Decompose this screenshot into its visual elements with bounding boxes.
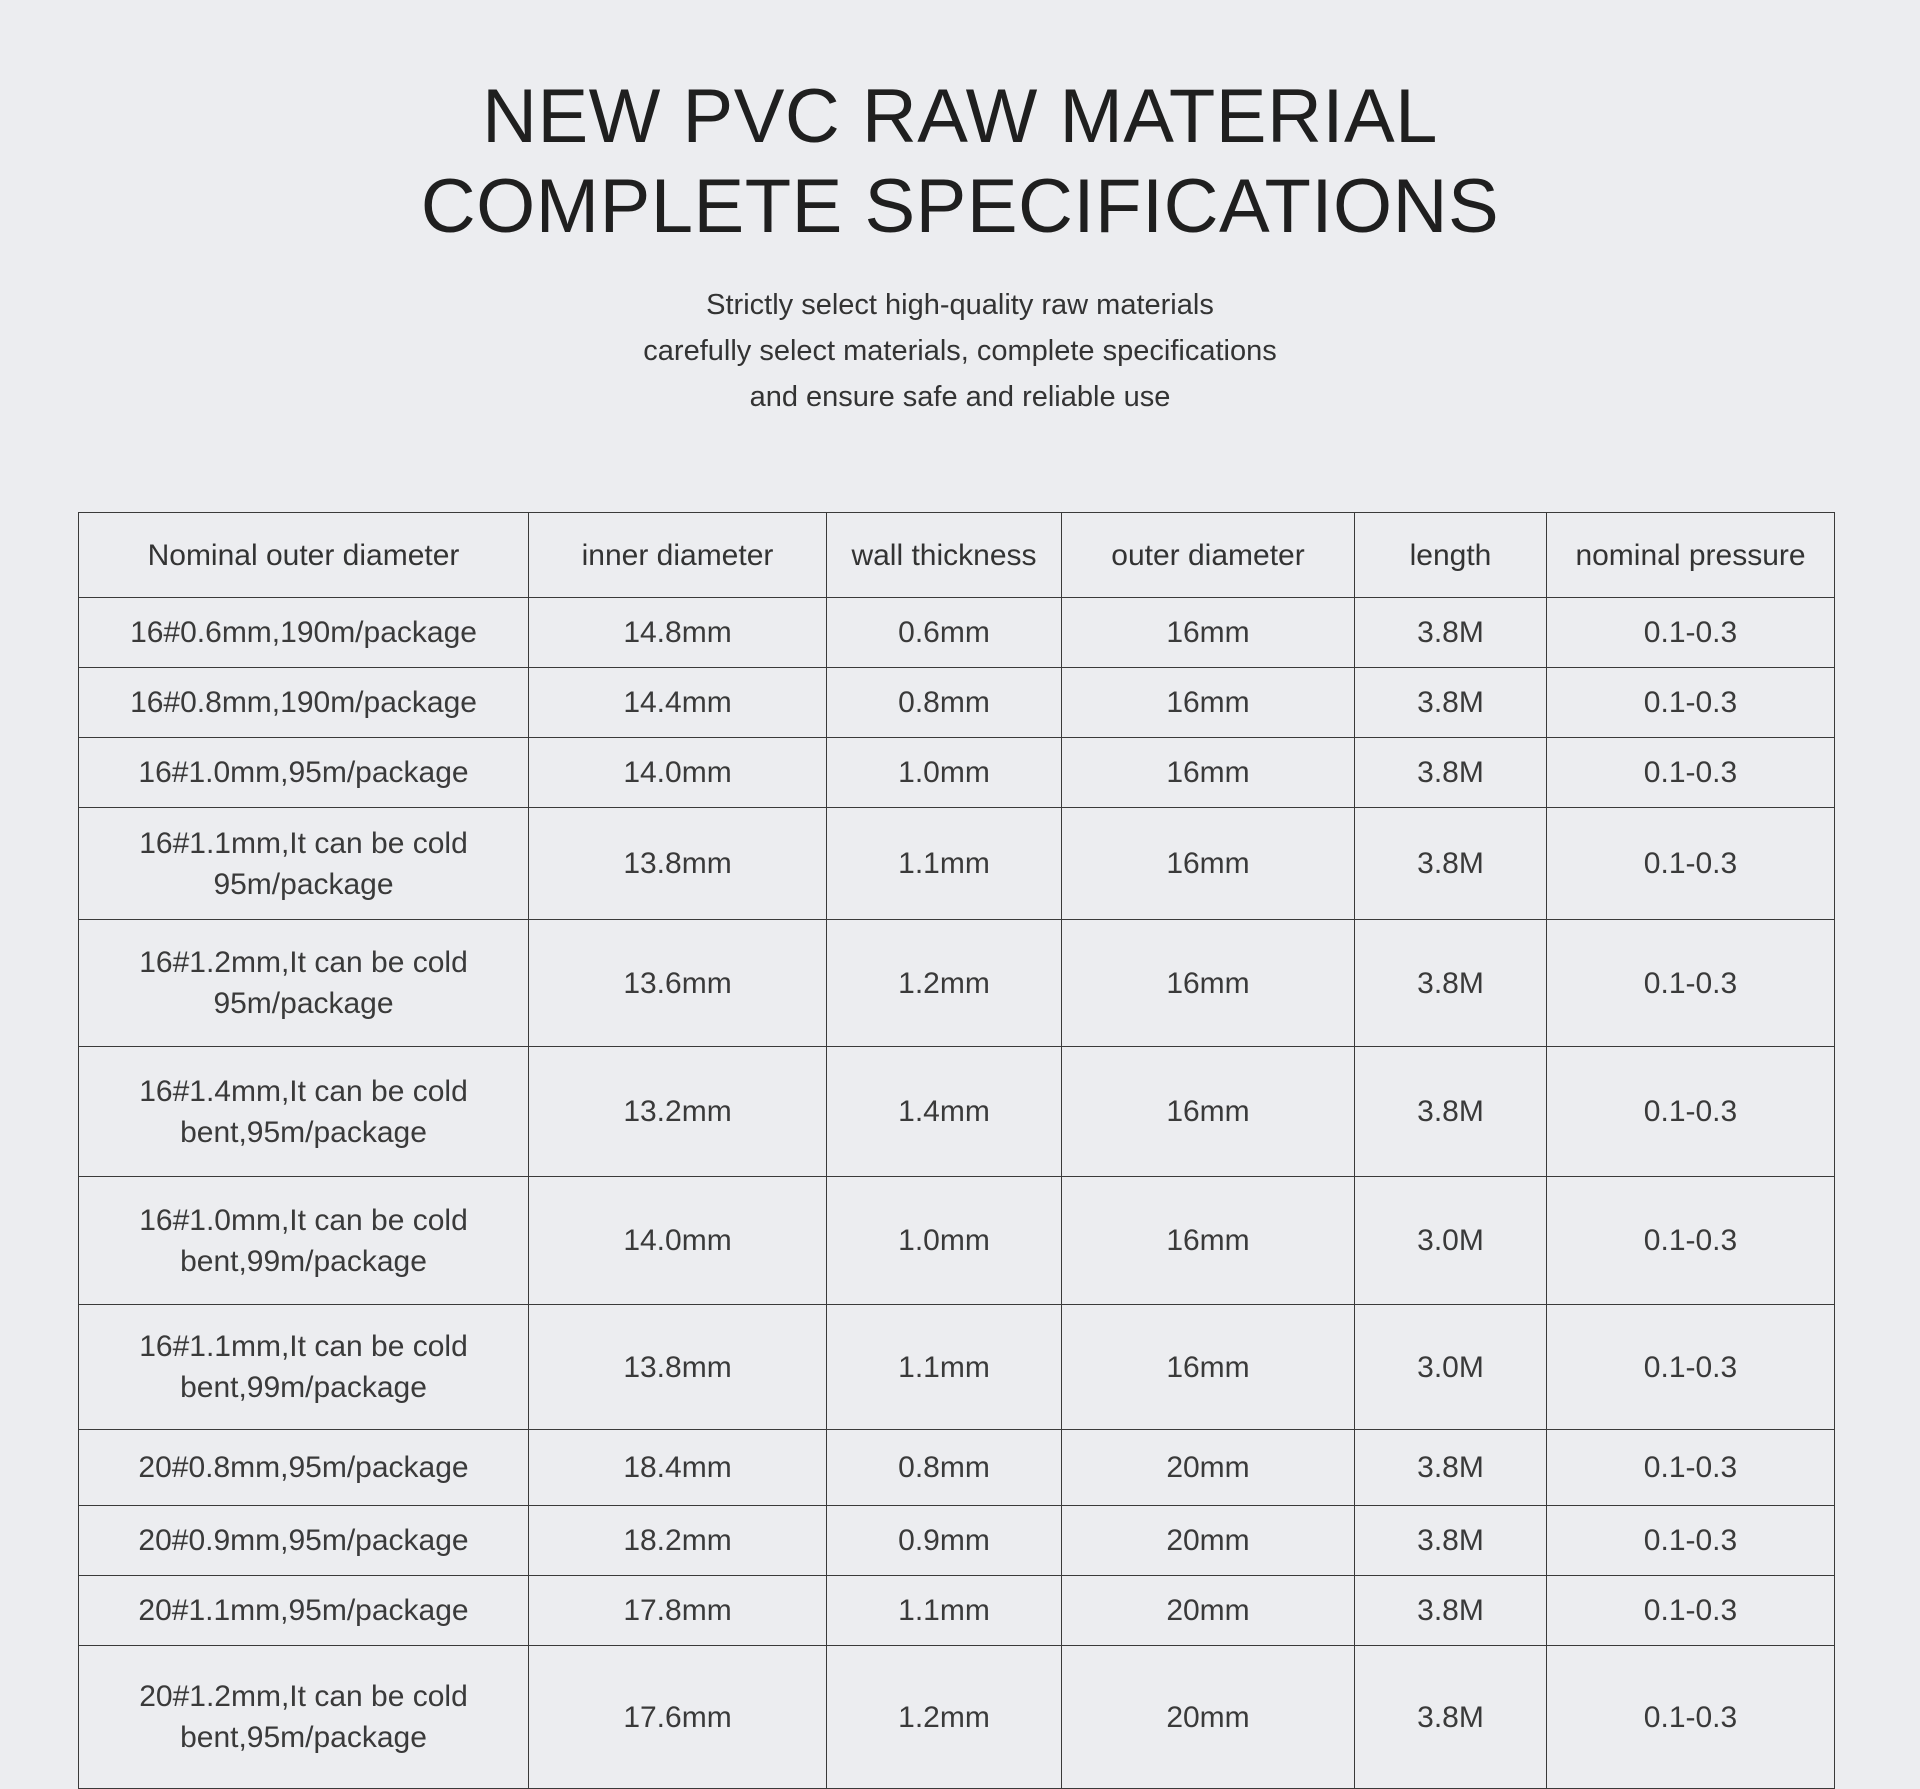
inner-diameter-cell: 14.4mm [529,668,827,738]
nominal-line-1: 16#1.4mm,It can be cold [139,1074,468,1108]
outer-diameter-cell: 16mm [1062,1177,1355,1305]
nominal-pressure-cell: 0.1-0.3 [1547,1305,1835,1430]
table-row [79,1047,1835,1177]
nominal-line-2: bent,99m/package [180,1371,427,1404]
nominal-pressure-cell: 0.1-0.3 [1547,920,1835,1047]
subtitle [0,282,1920,420]
wall-thickness-cell: 1.0mm [827,738,1062,808]
table-row [79,920,1835,1047]
table-header-row [79,513,1835,598]
nominal-line-1: 16#1.0mm,95m/package [138,756,469,789]
length-cell: 3.8M [1355,808,1547,920]
length-cell: 3.8M [1355,1646,1547,1789]
nominal-outer-diameter-cell [79,598,529,668]
inner-diameter-cell: 13.8mm [529,808,827,920]
column-header-outer-diameter: outer diameter [1062,513,1355,598]
nominal-line-1: 16#0.6mm,190m/package [130,616,477,649]
nominal-pressure-cell: 0.1-0.3 [1547,668,1835,738]
nominal-outer-diameter-cell [79,920,529,1047]
inner-diameter-cell: 18.2mm [529,1506,827,1576]
nominal-pressure-cell: 0.1-0.3 [1547,1177,1835,1305]
nominal-outer-diameter-cell [79,1506,529,1576]
inner-diameter-cell: 17.6mm [529,1646,827,1789]
outer-diameter-cell: 16mm [1062,808,1355,920]
page-title-line-1: NEW PVC RAW MATERIAL [482,74,1438,159]
table-row [79,1646,1835,1789]
table-row [79,1430,1835,1506]
length-cell: 3.8M [1355,920,1547,1047]
wall-thickness-cell: 1.2mm [827,920,1062,1047]
nominal-line-1: 20#1.2mm,It can be cold [139,1680,468,1713]
nominal-line-1: 20#1.1mm,95m/package [138,1594,469,1627]
nominal-pressure-cell: 0.1-0.3 [1547,1430,1835,1506]
inner-diameter-cell: 13.8mm [529,1305,827,1430]
table-row [79,1576,1835,1646]
page-title-line-2: COMPLETE SPECIFICATIONS [420,164,1500,249]
table-row [79,1305,1835,1430]
inner-diameter-cell: 14.0mm [529,1177,827,1305]
wall-thickness-cell: 1.4mm [827,1047,1062,1177]
wall-thickness-cell: 0.9mm [827,1506,1062,1576]
column-header-nominal-outer-diameter: Nominal outer diameter [79,513,529,598]
inner-diameter-cell: 13.6mm [529,920,827,1047]
table-row [79,598,1835,668]
nominal-outer-diameter-cell [79,1430,529,1506]
nominal-line-2: bent,99m/package [180,1244,427,1278]
length-cell: 3.8M [1355,1506,1547,1576]
length-cell: 3.8M [1355,598,1547,668]
table-row [79,738,1835,808]
spec-table [78,512,1835,1789]
nominal-line-2: 95m/package [213,987,394,1020]
nominal-pressure-cell: 0.1-0.3 [1547,738,1835,808]
subtitle-line-1: Strictly select high-quality raw materials [706,289,1214,321]
column-header-wall-thickness: wall thickness [827,513,1062,598]
wall-thickness-cell: 0.6mm [827,598,1062,668]
column-header-inner-diameter: inner diameter [529,513,827,598]
length-cell: 3.0M [1355,1177,1547,1305]
nominal-outer-diameter-cell [79,738,529,808]
nominal-outer-diameter-cell [79,1646,529,1789]
inner-diameter-cell: 17.8mm [529,1576,827,1646]
nominal-line-1: 20#0.9mm,95m/package [138,1524,469,1557]
column-header-length: length [1355,513,1547,598]
nominal-pressure-cell: 0.1-0.3 [1547,1646,1835,1789]
outer-diameter-cell: 20mm [1062,1506,1355,1576]
subtitle-line-3: and ensure safe and reliable use [749,381,1171,413]
nominal-line-1: 16#1.1mm,It can be cold [139,826,468,860]
length-cell: 3.8M [1355,1430,1547,1506]
outer-diameter-cell: 16mm [1062,668,1355,738]
column-header-nominal-pressure: nominal pressure [1547,513,1835,598]
nominal-pressure-cell: 0.1-0.3 [1547,1047,1835,1177]
nominal-line-1: 20#0.8mm,95m/package [138,1451,469,1484]
wall-thickness-cell: 1.1mm [827,808,1062,920]
inner-diameter-cell: 13.2mm [529,1047,827,1177]
nominal-outer-diameter-cell [79,1177,529,1305]
length-cell: 3.8M [1355,668,1547,738]
table-row [79,668,1835,738]
table-row [79,1177,1835,1305]
subtitle-line-2: carefully select materials, complete specifications [643,335,1277,367]
nominal-outer-diameter-cell [79,1305,529,1430]
outer-diameter-cell: 16mm [1062,1305,1355,1430]
nominal-line-2: 95m/package [213,867,394,901]
nominal-line-1: 16#1.0mm,It can be cold [139,1203,468,1237]
nominal-line-1: 16#1.2mm,It can be cold [139,946,468,979]
inner-diameter-cell: 18.4mm [529,1430,827,1506]
nominal-outer-diameter-cell [79,668,529,738]
outer-diameter-cell: 20mm [1062,1646,1355,1789]
page-title [0,72,1920,252]
wall-thickness-cell: 0.8mm [827,668,1062,738]
outer-diameter-cell: 16mm [1062,598,1355,668]
wall-thickness-cell: 0.8mm [827,1430,1062,1506]
inner-diameter-cell: 14.8mm [529,598,827,668]
outer-diameter-cell: 20mm [1062,1430,1355,1506]
outer-diameter-cell: 16mm [1062,1047,1355,1177]
wall-thickness-cell: 1.2mm [827,1646,1062,1789]
outer-diameter-cell: 16mm [1062,738,1355,808]
nominal-line-2: bent,95m/package [180,1115,427,1149]
wall-thickness-cell: 1.0mm [827,1177,1062,1305]
length-cell: 3.8M [1355,738,1547,808]
nominal-line-1: 16#0.8mm,190m/package [130,686,477,719]
table-row [79,808,1835,920]
nominal-pressure-cell: 0.1-0.3 [1547,1576,1835,1646]
nominal-pressure-cell: 0.1-0.3 [1547,1506,1835,1576]
nominal-pressure-cell: 0.1-0.3 [1547,598,1835,668]
wall-thickness-cell: 1.1mm [827,1576,1062,1646]
length-cell: 3.8M [1355,1576,1547,1646]
nominal-pressure-cell: 0.1-0.3 [1547,808,1835,920]
outer-diameter-cell: 16mm [1062,920,1355,1047]
nominal-line-1: 16#1.1mm,It can be cold [139,1330,468,1363]
nominal-outer-diameter-cell [79,808,529,920]
inner-diameter-cell: 14.0mm [529,738,827,808]
outer-diameter-cell: 20mm [1062,1576,1355,1646]
nominal-line-2: bent,95m/package [180,1721,427,1754]
nominal-outer-diameter-cell [79,1047,529,1177]
length-cell: 3.8M [1355,1047,1547,1177]
nominal-outer-diameter-cell [79,1576,529,1646]
length-cell: 3.0M [1355,1305,1547,1430]
table-row [79,1506,1835,1576]
wall-thickness-cell: 1.1mm [827,1305,1062,1430]
